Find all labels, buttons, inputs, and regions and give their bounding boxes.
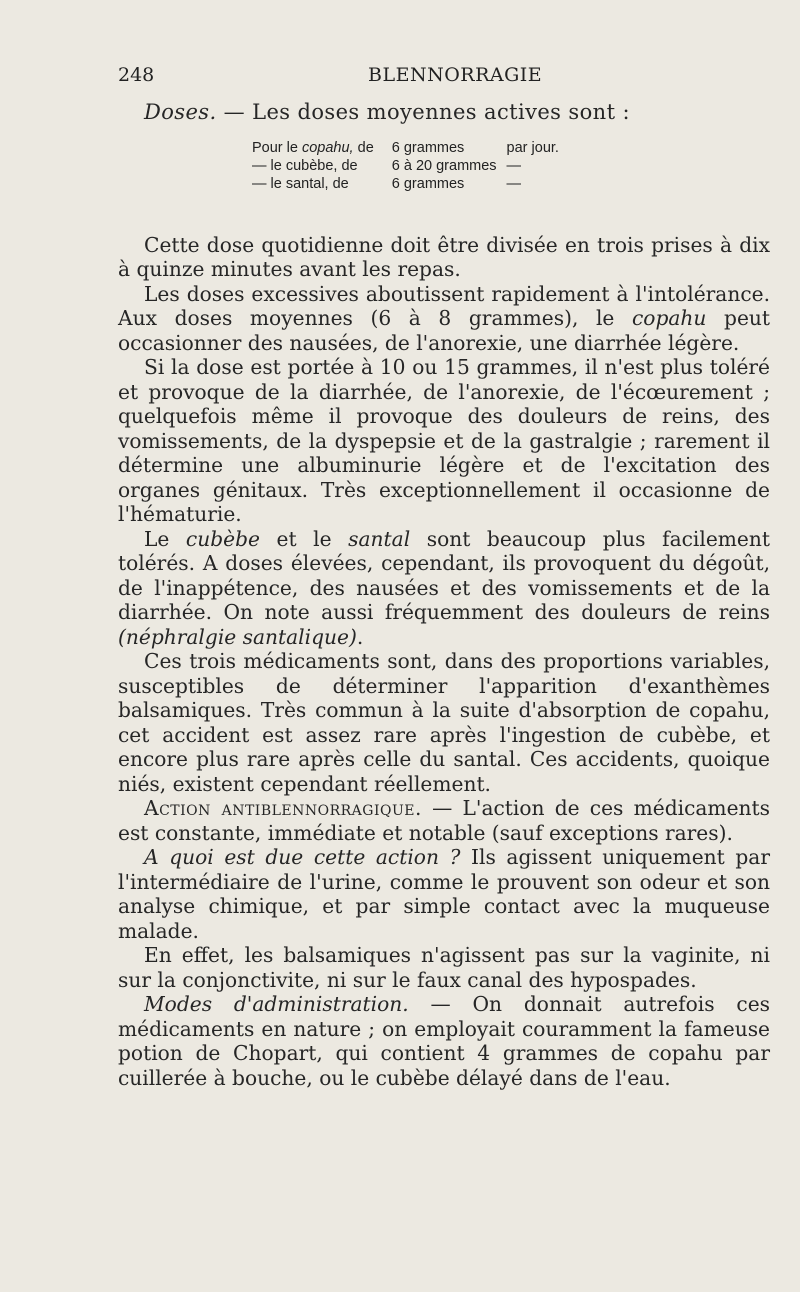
section-heading: Action antiblennorragique.: [144, 796, 422, 820]
dose-unit: par jour.: [506, 139, 559, 156]
question-heading: A quoi est due cette action ?: [144, 845, 461, 869]
page-body: [118, 100, 770, 1090]
paragraph: A quoi est due cette action ? Ils agissent uniquement par l'intermédiaire de l'urine, comme le prouvent son odeur et son analyse chimique, et par simple contact avec la muqueuse malade.: [118, 845, 770, 943]
dose-table: [248, 139, 563, 193]
doses-heading: [118, 100, 770, 125]
dose-row-cubebe: [248, 157, 563, 175]
dose-unit: —: [506, 157, 522, 174]
page-number: 248: [118, 64, 155, 86]
dose-unit: —: [506, 175, 522, 192]
dose-amount: 6 grammes: [391, 175, 465, 192]
page-header: [118, 64, 768, 88]
doses-intro: — Les doses moyennes actives sont :: [216, 100, 630, 124]
paragraph: Cette dose quotidienne doit être divisée en trois prises à dix à quinze minutes avant les repas.: [118, 232, 770, 281]
paragraph: Modes d'administration. — On donnait autrefois ces médicaments en nature ; on employait couramment la fameuse potion de Chopart, qui contient 4 grammes de copahu par cuillerée à bouche, ou le cubèbe délayé dans de l'eau.: [118, 992, 771, 1090]
running-title: BLENNORRAGIE: [368, 64, 543, 86]
paragraph: Les doses excessives aboutissent rapidement à l'intolérance. Aux doses moyennes (6 à 8 grammes), le copahu peut occasionner des nausées, de l'anorexie, une diarrhée légère.: [118, 281, 771, 355]
doses-label: Doses.: [144, 100, 217, 124]
dose-row-santal: [248, 175, 563, 193]
dose-amount: 6 grammes: [391, 139, 465, 156]
dose-lead: Pour le copahu, de: [252, 139, 374, 156]
dose-lead: — le santal, de: [252, 175, 349, 192]
paragraph: En effet, les balsamiques n'agissent pas sur la vaginite, ni sur la conjonctivite, ni sur le faux canal des hypospades.: [118, 943, 770, 992]
dose-lead: — le cubèbe, de: [252, 157, 358, 174]
paragraph: Action antiblennorragique. — L'action de ces médicaments est constante, immédiate et notable (sauf exceptions rares).: [118, 796, 770, 845]
dose-row-copahu: [248, 139, 563, 157]
dose-amount: 6 à 20 grammes: [391, 157, 497, 174]
section-heading: Modes d'administration.: [144, 992, 409, 1016]
paragraph: Le cubèbe et le santal sont beaucoup plus facilement tolérés. A doses élevées, cependant, ils provoquent du dégoût, de l'inappétence, des nausées et des vomissements et de la diarrhée. On note aussi fréquemment des douleurs de reins (néphralgie santalique).: [118, 526, 770, 649]
paragraph: Ces trois médicaments sont, dans des proportions variables, susceptibles de déterminer l'apparition d'exanthèmes balsamiques. Très commun à la suite d'absorption de copahu, cet accident est assez rare après l'ingestion de cubèbe, et encore plus rare après celle du santal. Ces accidents, quoique niés, existent cependant réellement.: [118, 649, 770, 796]
paragraph: Si la dose est portée à 10 ou 15 grammes, il n'est plus toléré et provoque de la diarrhée, de l'anorexie, de l'écœurement ; quelquefois même il provoque des douleurs de reins, des vomissements, de la dyspepsie et de la gastralgie ; rarement il détermine une albuminurie légère et de l'excitation des organes génitaux. Très exceptionnellement il occasionne de l'hématurie.: [118, 355, 770, 526]
